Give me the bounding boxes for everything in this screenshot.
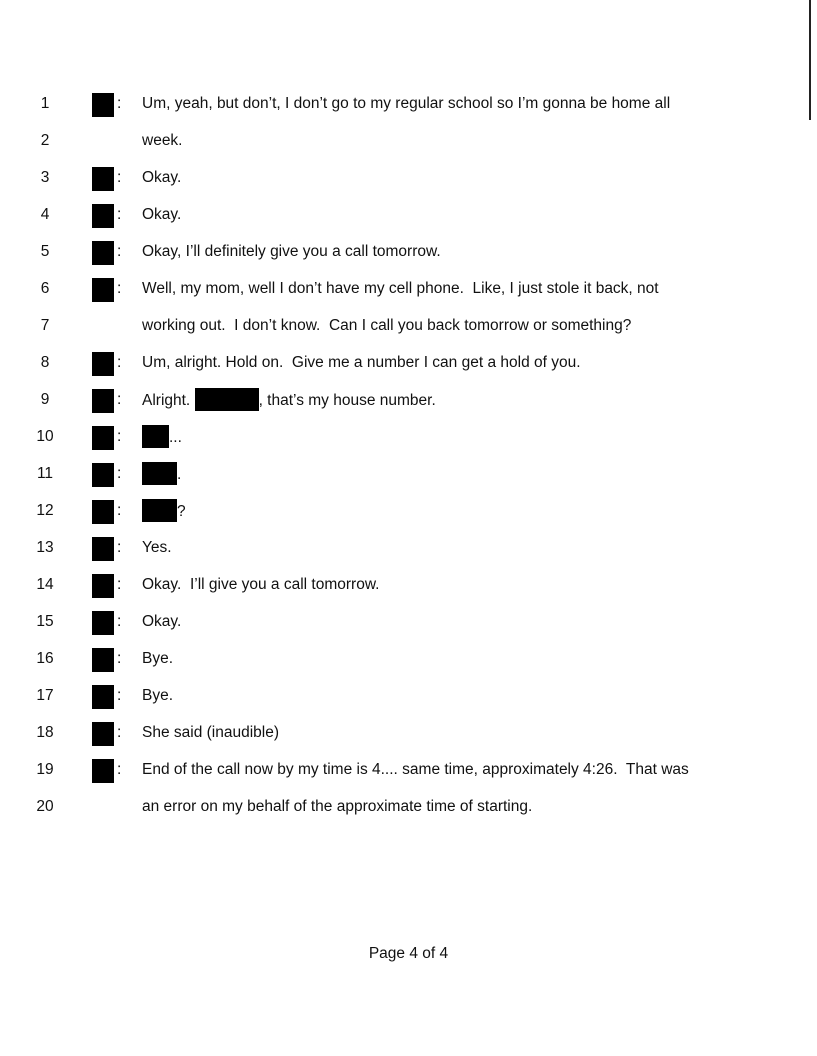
redacted-speaker bbox=[92, 204, 114, 228]
speaker-colon: : bbox=[117, 206, 122, 223]
redacted-speaker bbox=[92, 500, 114, 524]
redacted-speaker bbox=[92, 574, 114, 598]
line-number: 10 bbox=[36, 428, 54, 445]
text-segment: Well, my mom, well I don’t have my cell phone. Like, I just stole it back, not bbox=[142, 280, 659, 297]
line-text bbox=[142, 684, 173, 708]
transcript-line bbox=[0, 721, 817, 745]
speaker-colon: : bbox=[117, 391, 122, 408]
line-text bbox=[142, 795, 532, 819]
line-text bbox=[142, 499, 186, 524]
speaker-colon: : bbox=[117, 650, 122, 667]
speaker-colon: : bbox=[117, 280, 122, 297]
line-text bbox=[142, 758, 689, 782]
line-number: 2 bbox=[40, 132, 50, 149]
redacted-text bbox=[142, 499, 177, 522]
line-text bbox=[142, 610, 181, 634]
transcript-line bbox=[0, 277, 817, 301]
text-segment: ... bbox=[169, 429, 182, 446]
page-number-footer: Page 4 of 4 bbox=[368, 945, 449, 962]
text-segment: ? bbox=[177, 503, 186, 520]
line-number: 8 bbox=[40, 354, 50, 371]
transcript-line bbox=[0, 573, 817, 597]
transcript-line bbox=[0, 499, 817, 523]
text-segment: She said (inaudible) bbox=[142, 724, 280, 741]
speaker-colon: : bbox=[117, 465, 122, 482]
text-segment: Um, yeah, but don’t, I don’t go to my regular school so I’m gonna be home all bbox=[142, 95, 671, 112]
text-segment: working out. I don’t know. Can I call you back tomorrow or something? bbox=[142, 317, 632, 334]
text-segment: Okay. bbox=[142, 169, 182, 186]
line-text bbox=[142, 240, 441, 264]
line-number: 3 bbox=[40, 169, 50, 186]
text-segment: Bye. bbox=[142, 687, 174, 704]
line-text bbox=[142, 647, 173, 671]
redacted-speaker bbox=[92, 759, 114, 783]
line-number: 4 bbox=[40, 206, 50, 223]
text-segment: , that’s my house number. bbox=[258, 392, 436, 409]
transcript-line bbox=[0, 425, 817, 449]
redacted-speaker bbox=[92, 426, 114, 450]
line-number: 17 bbox=[36, 687, 54, 704]
speaker-colon: : bbox=[117, 724, 122, 741]
transcript-line bbox=[0, 203, 817, 227]
redacted-speaker bbox=[92, 352, 114, 376]
text-segment: Okay, I’ll definitely give you a call tomorrow. bbox=[142, 243, 441, 260]
transcript-line bbox=[0, 129, 817, 153]
redacted-speaker bbox=[92, 167, 114, 191]
line-number: 1 bbox=[40, 95, 50, 112]
transcript-line bbox=[0, 314, 817, 338]
text-segment: Bye. bbox=[142, 650, 174, 667]
text-segment: Um, alright. Hold on. Give me a number I can get a hold of you. bbox=[142, 354, 581, 371]
speaker-colon: : bbox=[117, 243, 122, 260]
speaker-colon: : bbox=[117, 95, 122, 112]
line-text bbox=[142, 573, 379, 597]
transcript-line bbox=[0, 758, 817, 782]
line-number: 13 bbox=[36, 539, 54, 556]
line-number: 15 bbox=[36, 613, 54, 630]
redacted-text bbox=[142, 425, 169, 448]
redacted-speaker bbox=[92, 685, 114, 709]
line-text bbox=[142, 351, 581, 375]
line-number: 7 bbox=[40, 317, 50, 334]
transcript-line bbox=[0, 684, 817, 708]
transcript-line bbox=[0, 647, 817, 671]
line-number: 9 bbox=[40, 391, 50, 408]
line-text bbox=[142, 314, 631, 338]
redacted-speaker bbox=[92, 722, 114, 746]
line-text bbox=[142, 166, 181, 190]
transcript-line bbox=[0, 92, 817, 116]
speaker-colon: : bbox=[117, 428, 122, 445]
transcript-line bbox=[0, 351, 817, 375]
line-text bbox=[142, 388, 436, 413]
redacted-text bbox=[142, 462, 177, 485]
transcript-line bbox=[0, 388, 817, 412]
text-segment: Alright. bbox=[142, 392, 195, 409]
line-number: 18 bbox=[36, 724, 54, 741]
line-number: 12 bbox=[36, 502, 54, 519]
text-segment: End of the call now by my time is 4.... same time, approximately 4:26. That was bbox=[142, 761, 689, 778]
transcript-line bbox=[0, 610, 817, 634]
text-segment: week. bbox=[142, 132, 183, 149]
line-text bbox=[142, 721, 279, 745]
speaker-colon: : bbox=[117, 502, 122, 519]
speaker-colon: : bbox=[117, 687, 122, 704]
transcript-line bbox=[0, 795, 817, 819]
text-segment: Okay. I’ll give you a call tomorrow. bbox=[142, 576, 380, 593]
line-number: 20 bbox=[36, 798, 54, 815]
text-segment: Yes. bbox=[142, 539, 172, 556]
text-segment: . bbox=[177, 466, 182, 483]
line-text bbox=[142, 425, 182, 450]
line-text bbox=[142, 536, 172, 560]
transcript-line bbox=[0, 462, 817, 486]
line-text bbox=[142, 129, 183, 153]
speaker-colon: : bbox=[117, 354, 122, 371]
line-number: 19 bbox=[36, 761, 54, 778]
speaker-colon: : bbox=[117, 576, 122, 593]
redacted-speaker bbox=[92, 463, 114, 487]
line-text bbox=[142, 203, 181, 227]
transcript-line bbox=[0, 166, 817, 190]
redacted-speaker bbox=[92, 278, 114, 302]
line-number: 6 bbox=[40, 280, 50, 297]
speaker-colon: : bbox=[117, 761, 122, 778]
line-number: 11 bbox=[36, 465, 54, 482]
redacted-speaker bbox=[92, 611, 114, 635]
redacted-speaker bbox=[92, 241, 114, 265]
redacted-speaker bbox=[92, 537, 114, 561]
line-number: 14 bbox=[36, 576, 54, 593]
line-text bbox=[142, 462, 181, 487]
line-text bbox=[142, 277, 659, 301]
redacted-phone-number bbox=[195, 388, 259, 411]
speaker-colon: : bbox=[117, 169, 122, 186]
speaker-colon: : bbox=[117, 539, 122, 556]
line-number: 16 bbox=[36, 650, 54, 667]
text-segment: Okay. bbox=[142, 206, 182, 223]
redacted-speaker bbox=[92, 93, 114, 117]
line-number: 5 bbox=[40, 243, 50, 260]
redacted-speaker bbox=[92, 389, 114, 413]
text-segment: an error on my behalf of the approximate time of starting. bbox=[142, 798, 533, 815]
text-segment: Okay. bbox=[142, 613, 182, 630]
speaker-colon: : bbox=[117, 613, 122, 630]
redacted-speaker bbox=[92, 648, 114, 672]
transcript-line bbox=[0, 536, 817, 560]
transcript-line bbox=[0, 240, 817, 264]
line-text bbox=[142, 92, 670, 116]
